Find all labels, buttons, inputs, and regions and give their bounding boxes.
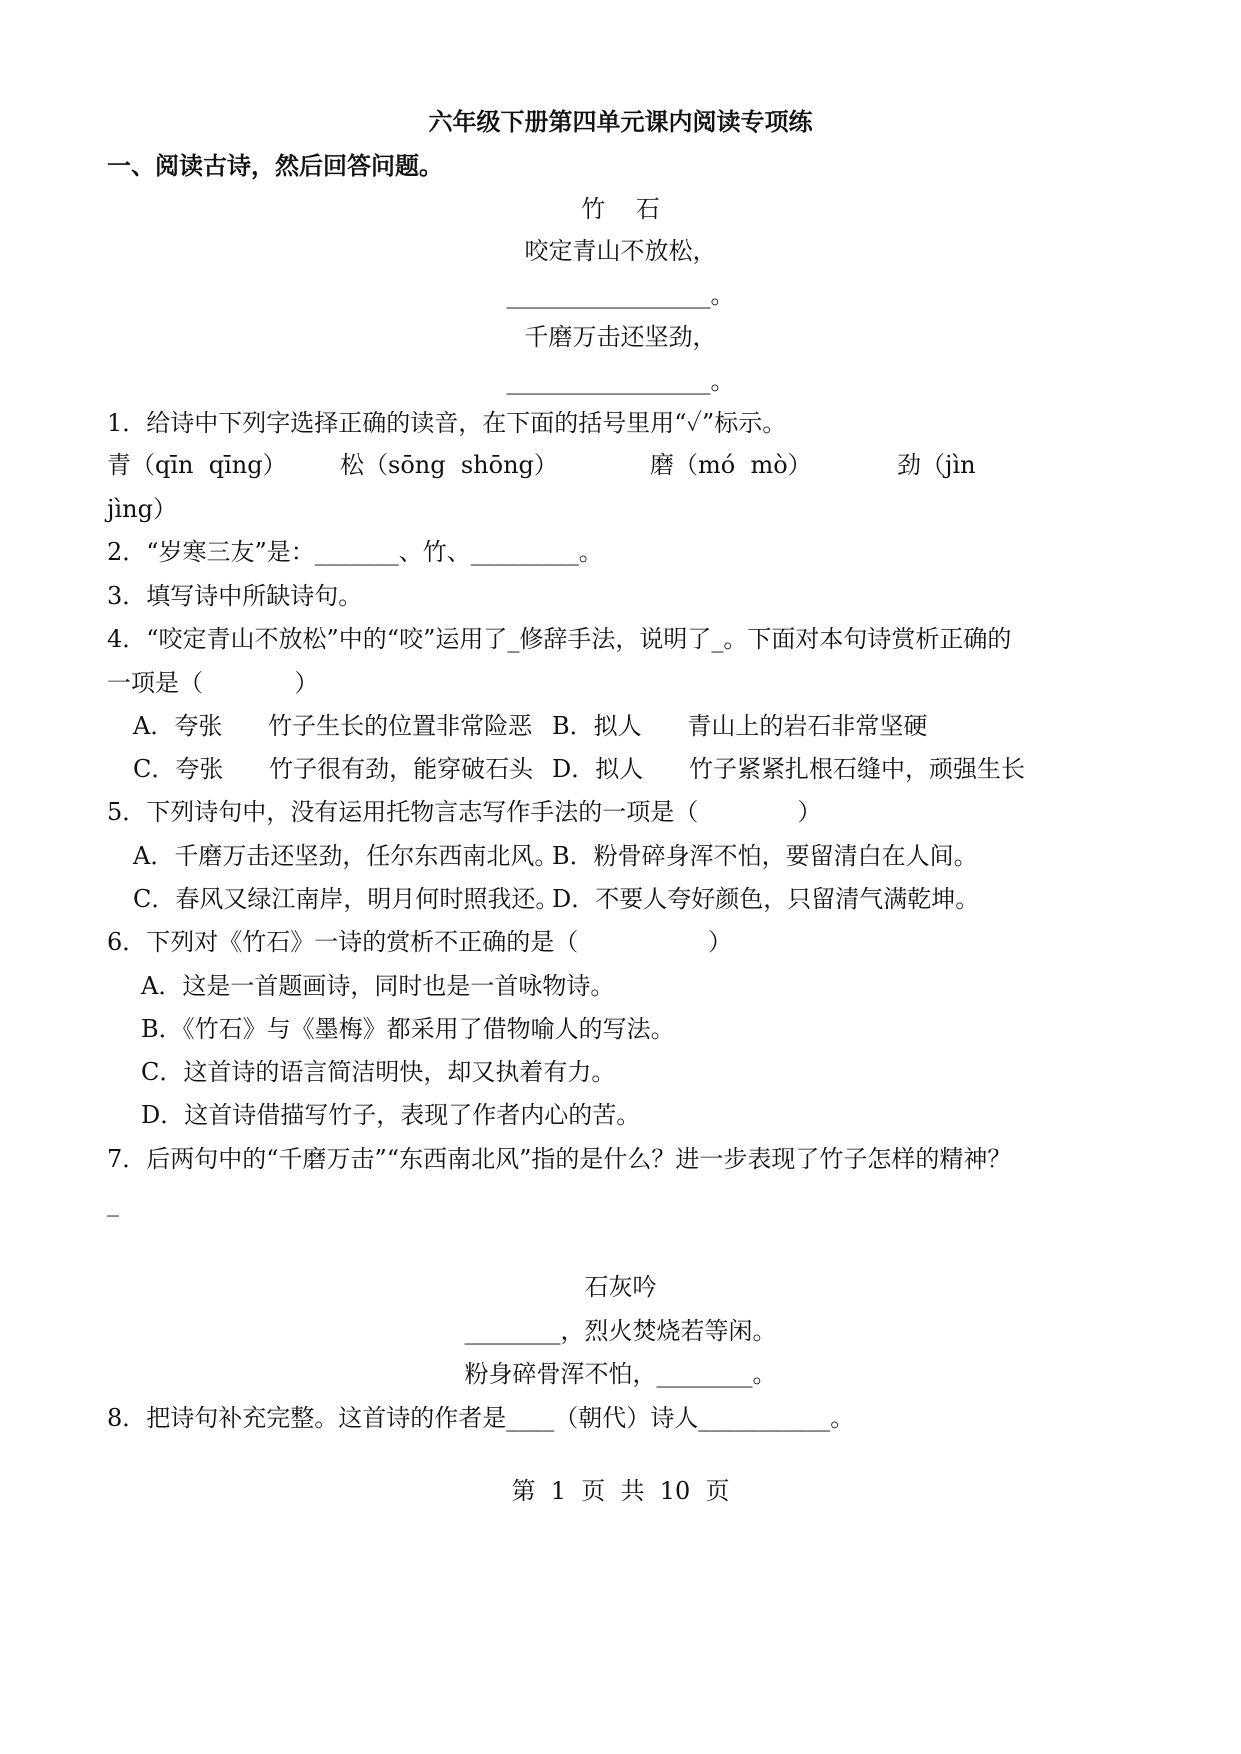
q1-option-mo: 磨（mó mò） xyxy=(650,451,812,479)
q1-option-qing: 青（qīn qīng） xyxy=(107,451,287,479)
poem2-title: 石灰吟 xyxy=(584,1273,657,1301)
q1-option-jin: 劲（jìn xyxy=(897,451,976,479)
q6-option-b: B．《竹石》与《墨梅》都采用了借物喻人的写法。 xyxy=(141,1015,675,1043)
q6-option-c: C．这首诗的语言简洁明快，却又执着有力。 xyxy=(141,1058,616,1086)
q3-stem: 3．填写诗中所缺诗句。 xyxy=(107,582,363,610)
q5-option-a: A．千磨万击还坚劲，任尔东西南北风。 xyxy=(133,842,559,870)
q6-stem: 6．下列对《竹石》一诗的赏析不正确的是（ ） xyxy=(107,928,732,956)
q6-option-d: D．这首诗借描写竹子，表现了作者内心的苦。 xyxy=(141,1101,641,1129)
q5-option-d: D．不要人夸好颜色，只留清气满乾坤。 xyxy=(552,885,980,913)
poem1-line3: 千磨万击还坚劲， xyxy=(524,323,717,351)
q4-option-d: D．拟人 竹子紧紧扎根石缝中，顽强生长 xyxy=(552,755,1026,783)
q4-stem-line2: 一项是（ ） xyxy=(107,669,319,697)
poem1-line1: 咬定青山不放松， xyxy=(524,237,717,265)
q2-stem: 2．“岁寒三友”是：_______、竹、_________。 xyxy=(107,538,603,566)
q5-option-c: C．春风又绿江南岸，明月何时照我还。 xyxy=(133,885,560,913)
section-heading: 一、阅读古诗，然后回答问题。 xyxy=(107,151,443,180)
page-footer: 第 1 页 共 10 页 xyxy=(511,1477,730,1505)
q4-option-c: C．夸张 竹子很有劲，能穿破石头 xyxy=(133,755,534,783)
poem1-line4-blank: _________________。 xyxy=(506,367,735,395)
q5-stem: 5．下列诗句中，没有运用托物言志写作手法的一项是（ ） xyxy=(107,798,822,826)
q4-option-a: A．夸张 竹子生长的位置非常险恶 xyxy=(133,712,533,740)
q4-option-b: B．拟人 青山上的岩石非常坚硬 xyxy=(552,712,928,740)
q6-option-a: A．这是一首题画诗，同时也是一首咏物诗。 xyxy=(141,972,615,1000)
poem2-line1: ________，烈火焚烧若等闲。 xyxy=(464,1317,777,1345)
q8-stem: 8．把诗句补充完整。这首诗的作者是____（朝代）诗人___________。 xyxy=(107,1404,855,1432)
q7-answer-blank[interactable]: _ xyxy=(107,1189,119,1217)
q1-option-jin-cont: jìng） xyxy=(107,495,177,523)
q7-stem: 7．后两句中的“千磨万击”“东西南北风”指的是什么？进一步表现了竹子怎样的精神？ xyxy=(107,1145,1012,1173)
q1-option-song: 松（sōng shōng） xyxy=(340,451,558,479)
q1-stem: 1．给诗中下列字选择正确的读音，在下面的括号里用“✓”标示。 xyxy=(107,409,787,437)
q4-stem-line1: 4．“咬定青山不放松”中的“咬”运用了_修辞手法，说明了_。下面对本句诗赏析正确的 xyxy=(107,625,1012,653)
poem2-line2: 粉身碎骨浑不怕，________。 xyxy=(464,1360,777,1388)
poem1-line2-blank: _________________。 xyxy=(506,281,735,309)
page-title: 六年级下册第四单元课内阅读专项练 xyxy=(428,107,813,136)
poem1-title: 竹 石 xyxy=(581,195,660,223)
q5-option-b: B．粉骨碎身浑不怕，要留清白在人间。 xyxy=(552,842,978,870)
